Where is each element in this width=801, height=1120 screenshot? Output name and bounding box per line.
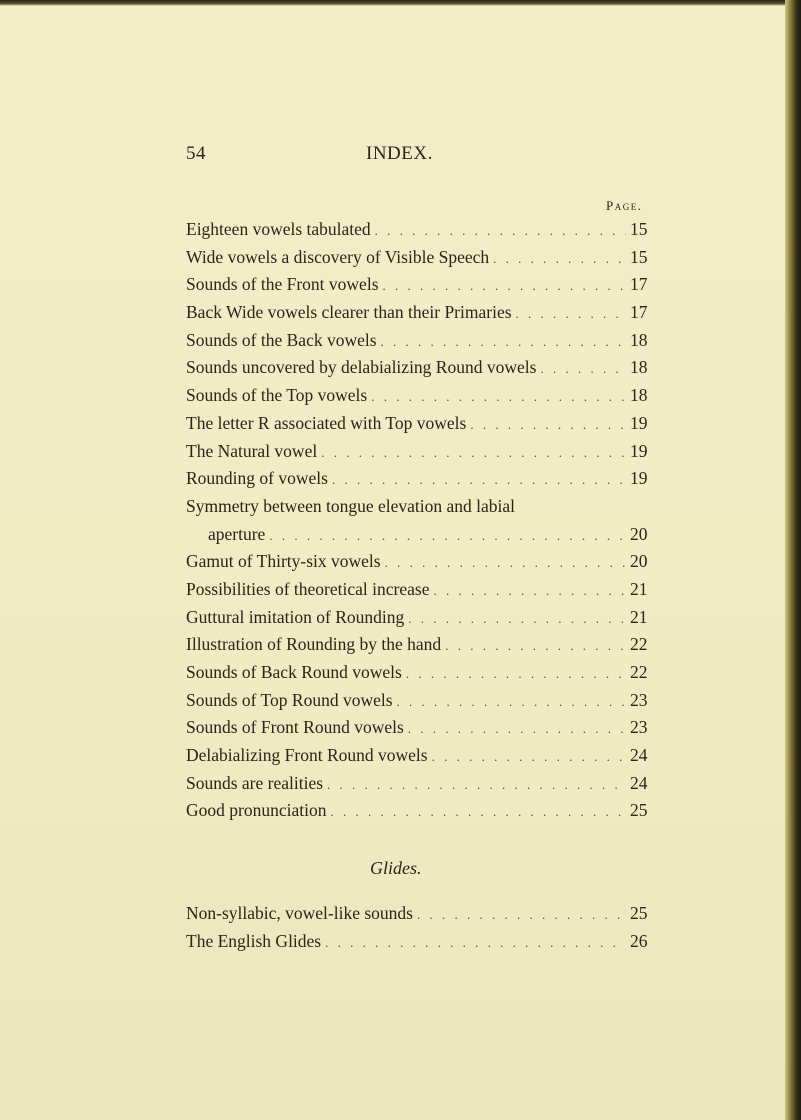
index-entry-continuation xyxy=(186,521,656,549)
page-column-label: Page. xyxy=(606,198,643,213)
entry-page: 18 xyxy=(630,357,648,378)
entry-text: Eighteen vowels tabulated xyxy=(186,219,371,239)
index-entry xyxy=(186,438,656,466)
section-title-glides: Glides. xyxy=(370,858,422,878)
entry-text: Sounds of Top Round vowels xyxy=(186,689,393,710)
entry-text: aperture xyxy=(208,523,266,544)
leader-dots xyxy=(332,466,626,494)
index-entry xyxy=(186,244,656,272)
index-entry xyxy=(186,493,656,521)
entry-page: 24 xyxy=(630,772,648,793)
index-entry xyxy=(186,742,656,770)
entry-page: 15 xyxy=(630,219,648,239)
entry-page: 18 xyxy=(630,385,648,406)
entry-page: 20 xyxy=(630,551,648,572)
entry-text: Sounds of Front Round vowels xyxy=(186,717,404,738)
leader-dots xyxy=(540,355,626,383)
entry-text: The English Glides xyxy=(186,930,322,951)
leader-dots xyxy=(408,605,626,633)
index-entry xyxy=(186,659,656,687)
book-spine-edge xyxy=(785,0,801,1120)
entry-page: 26 xyxy=(630,930,648,951)
entry-page: 21 xyxy=(630,606,648,627)
index-entry xyxy=(186,410,656,438)
entry-page: 25 xyxy=(630,903,648,923)
leader-dots xyxy=(470,411,626,439)
leader-dots xyxy=(381,328,626,356)
running-header xyxy=(186,143,606,169)
entry-page: 25 xyxy=(630,800,648,821)
leader-dots xyxy=(325,929,626,957)
entry-text: Sounds uncovered by delabializing Round vowels xyxy=(186,357,537,378)
leader-dots xyxy=(383,272,627,300)
entry-text: Rounding of vowels xyxy=(186,468,328,489)
entry-text: The letter R associated with Top vowels xyxy=(186,412,467,433)
leader-dots xyxy=(433,577,626,605)
entry-text: Guttural imitation of Rounding xyxy=(186,606,405,627)
leader-dots xyxy=(406,660,626,688)
entry-text: Good pronunciation xyxy=(186,800,327,821)
leader-dots xyxy=(371,383,626,411)
entry-page: 24 xyxy=(630,745,648,766)
entry-page: 23 xyxy=(630,717,648,738)
index-entry xyxy=(186,797,656,825)
leader-dots xyxy=(385,549,626,577)
entry-page: 17 xyxy=(630,274,648,295)
entry-page: 19 xyxy=(630,468,648,489)
entry-text: Wide vowels a discovery of Visible Speech xyxy=(186,246,490,267)
index-entry xyxy=(186,354,656,382)
index-entry xyxy=(186,900,656,928)
page-number: 54 xyxy=(186,143,206,164)
leader-dots xyxy=(516,300,626,328)
leader-dots xyxy=(327,771,626,799)
entry-page: 22 xyxy=(630,634,648,655)
leader-dots xyxy=(321,439,626,467)
running-title: INDEX. xyxy=(366,143,433,164)
leader-dots xyxy=(397,688,626,716)
entry-text: Back Wide vowels clearer than their Primaries xyxy=(186,302,512,323)
leader-dots xyxy=(269,522,626,550)
entry-text: Sounds of the Back vowels xyxy=(186,329,377,350)
entry-page: 22 xyxy=(630,662,648,682)
entry-text: Symmetry between tongue elevation and labial xyxy=(186,495,515,516)
index-entry xyxy=(186,548,656,576)
index-entry xyxy=(186,382,656,410)
entry-text: Sounds of the Top vowels xyxy=(186,385,368,406)
entry-text: The Natural vowel xyxy=(186,440,318,461)
leader-dots xyxy=(493,245,626,273)
glides-entries xyxy=(186,900,656,955)
entry-text: Non-syllabic, vowel-like sounds xyxy=(186,903,413,923)
entry-text: Sounds of the Front vowels xyxy=(186,274,379,295)
index-entry xyxy=(186,271,656,299)
index-entry xyxy=(186,687,656,715)
leader-dots xyxy=(417,901,626,929)
index-entry xyxy=(186,928,656,956)
entry-page: 23 xyxy=(630,689,648,710)
entry-text: Gamut of Thirty-six vowels xyxy=(186,551,381,572)
index-entry xyxy=(186,631,656,659)
entry-page: 17 xyxy=(630,302,648,323)
entry-page: 15 xyxy=(630,246,648,267)
entry-text: Sounds of Back Round vowels xyxy=(186,662,402,682)
entry-page: 19 xyxy=(630,412,648,433)
leader-dots xyxy=(445,632,626,660)
leader-dots xyxy=(375,217,626,245)
entry-page: 21 xyxy=(630,578,648,599)
entry-page: 19 xyxy=(630,440,648,461)
leader-dots xyxy=(432,743,626,771)
index-entry xyxy=(186,714,656,742)
entry-page: 20 xyxy=(630,523,648,544)
index-entry xyxy=(186,465,656,493)
index-entry xyxy=(186,770,656,798)
index-entry xyxy=(186,299,656,327)
entry-text: Delabializing Front Round vowels xyxy=(186,745,428,766)
leader-dots xyxy=(408,715,626,743)
index-entries xyxy=(186,216,656,825)
index-entry xyxy=(186,327,656,355)
index-entry xyxy=(186,604,656,632)
entry-text: Illustration of Rounding by the hand xyxy=(186,634,442,655)
page-top-shadow xyxy=(0,0,801,6)
leader-dots xyxy=(330,798,626,826)
index-entry xyxy=(186,576,656,604)
index-entry xyxy=(186,216,656,244)
entry-page: 18 xyxy=(630,329,648,350)
entry-text: Sounds are realities xyxy=(186,772,324,793)
entry-text: Possibilities of theoretical increase xyxy=(186,578,430,599)
